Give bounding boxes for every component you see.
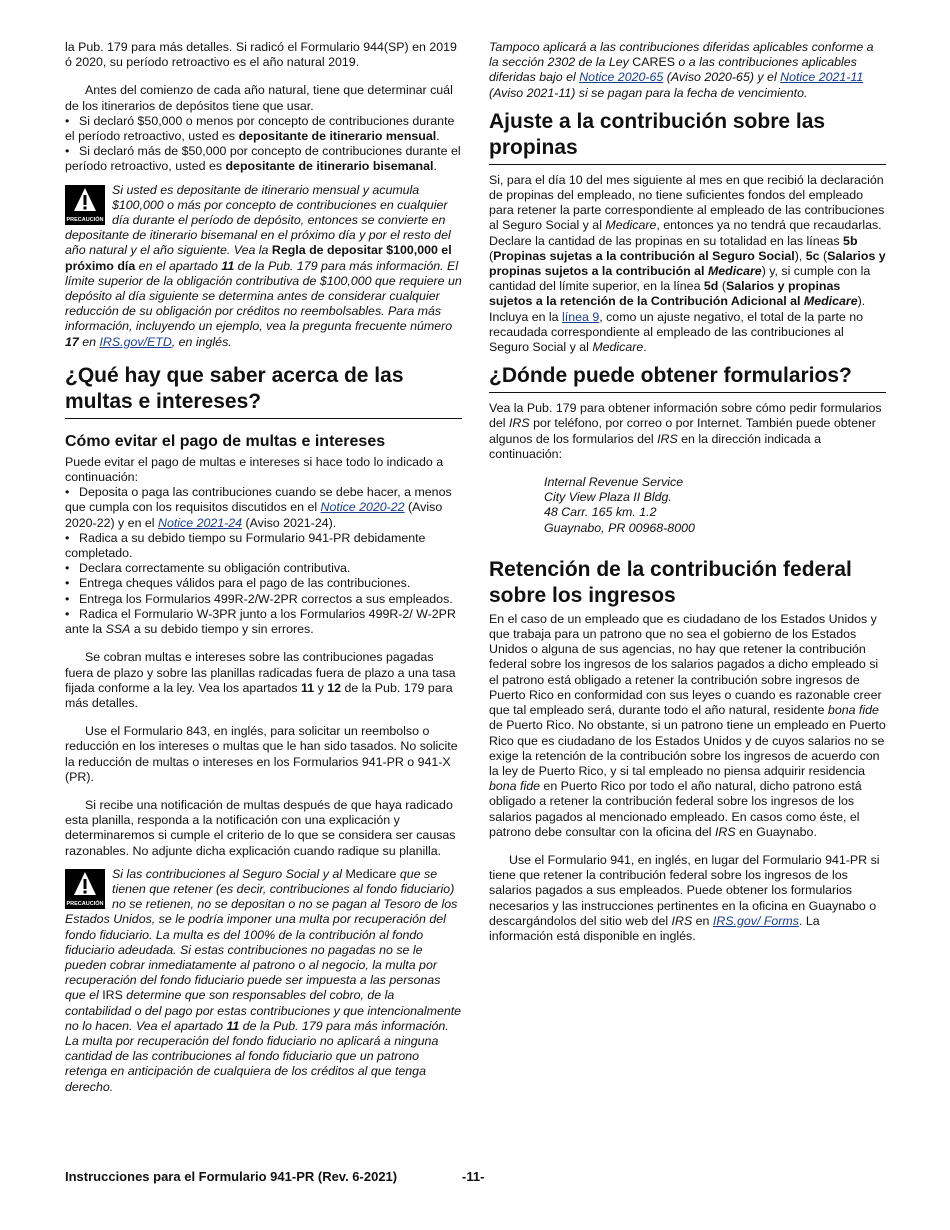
subheading-avoid-penalties: Cómo evitar el pago de multas e intereses bbox=[65, 432, 386, 450]
caution-icon bbox=[65, 185, 105, 225]
paragraph-federal-withholding: En el caso de un empleado que es ciudadano de los Estados Unidos y que trabaja para un patrono que no sea el gobierno de los Estados Unidos o alguna de sus agencias, no hay que retener la contribución federal sobre los ingresos de los salarios pagados a dicho empleado si el patrono está obligado a retener la contribución sobre ingresos de Puerto Rico en conformidad con sus leyes o cuando es razonable creer que tal empleado será, durante todo el año natural, residente bona fide de Puerto Rico. No obstante, si un patrono tiene un empleado en Puerto Rico que es ciudadano de los Estados Unidos y de cuyos salarios no se exige la retención de la contribución sobre los ingresos de acuerdo con la ley de Puerto Rico, y si tal empleado no piensa adquirir residencia bona fide en Puerto Rico por todo el año natural, dicho patrono está obligado a retener la contribución federal sobre los ingresos de los salarios pagados al mencionado empleado. En casos como éste, el patrono debe consultar con la oficina del IRS en Guaynabo. bbox=[489, 611, 886, 839]
page-footer bbox=[65, 1169, 885, 1184]
warning-triangle-icon bbox=[73, 871, 97, 897]
bullet-499r2: • Entrega los Formularios 499R-2/W-2PR correctos a sus empleados. bbox=[65, 591, 453, 606]
heading-tip-adjustment: Ajuste a la contribución sobre las propinas bbox=[489, 109, 886, 165]
irs-etd-link[interactable]: IRS.gov/ETD bbox=[99, 334, 172, 349]
paragraph-charges: Se cobran multas e intereses sobre las contribuciones pagadas fuera de plazo y sobre las planillas radicadas fuera de plazo a una tasa fijada conforme a la ley. Vea los apartados 11 y 12 de la Pub. 179 para más detalles. bbox=[65, 650, 456, 710]
paragraph-tip-adjustment: Si, para el día 10 del mes siguiente al mes en que recibió la declaración de propinas del empleado, no tiene suficientes fondos del empleado para retener la parte correspondiente al empleado de las contribuciones al Seguro Social y al Medicare, entonces ya no tendrá que recaudarlas. Declare la cantidad de las propinas en su totalidad en las líneas 5b (Propinas sujetas a la contribución al Seguro Social), 5c (Salarios y propinas sujetos a la contribución al Medicare) y, si cumple con la cantidad del límite superior, en la línea 5d (Salarios y propinas sujetos a la retención de la Contribución Adicional al Medicare). Incluya en la línea 9, como un ajuste negativo, el total de la parte no recaudada correspondiente al empleado de las contribuciones al Seguro Social y al Medicare. bbox=[489, 172, 886, 355]
caution-label: PRECAUCIÓN bbox=[66, 900, 104, 907]
address-line: City View Plaza II Bldg. bbox=[544, 490, 672, 505]
caution-icon bbox=[65, 869, 105, 909]
heading-federal-withholding: Retención de la contribución federal sobre los ingresos bbox=[489, 557, 852, 607]
paragraph-notification: Si recibe una notificación de multas después de que haya radicado esta planilla, responda a la notificación con una explicación y determinaremos si cumple el criterio de lo que se considera ser causas razonables. No adjunte dicha explicación cuando radique su planilla. bbox=[65, 797, 456, 858]
paragraph-get-forms: Vea la Pub. 179 para obtener información sobre cómo pedir formularios del IRS por teléfono, por correo o por Internet. También puede obtener algunos de los formularios del IRS en la dirección indicada a continuación: bbox=[489, 401, 882, 461]
caution-note-trust-fund: PRECAUCIÓN Si las contribuciones al Seguro Social y al Medicare que se tienen que retener (es decir, contribuciones al fondo fiduciario) no se retienen, no se depositan o no se pagan al Tesoro de los Estados Unidos, se le podría imponer una multa por recuperación del fondo fiduciario. La multa es del 100% de la contribución al fondo fiduciario adeudada. Si estas contribuciones no pagadas no se le pueden cobrar inmediatamente al patrono o al negocio, la multa por recuperación del fondo fiduciario puede ser impuesta a las personas que el IRS determine que son responsables del cobro, de la contabilidad o del pago por estas contribuciones y que intencionalmente no lo hacen. Vea el apartado 11 de la Pub. 179 para más información. La multa por recuperación del fondo fiduciario no aplicará a ninguna cantidad de las contribuciones al fondo fiduciario que un patrono retenga en anticipación de cualquiera de los créditos al que tenga derecho. bbox=[65, 866, 462, 1094]
paragraph-form-941: Use el Formulario 941, en inglés, en lugar del Formulario 941-PR si tiene que retener la contribución federal sobre los ingresos de los salarios pagados a sus empleados. Puede obtener los formularios necesarios y las instrucciones pertinentes en la oficina en Guaynabo o descargándolos del sitio web del IRS en IRS.gov/ Forms. La información está disponible en inglés. bbox=[489, 852, 880, 943]
caution-label: PRECAUCIÓN bbox=[66, 216, 104, 223]
heading-get-forms: ¿Dónde puede obtener formularios? bbox=[489, 363, 886, 393]
right-column bbox=[489, 40, 886, 944]
address-line: Guaynabo, PR 00968-8000 bbox=[544, 520, 695, 535]
notice-2020-65-link[interactable]: Notice 2020-65 bbox=[579, 70, 664, 85]
bullet-w3pr: • Radica el Formulario W-3PR junto a los Formularios 499R-2/ W-2PR ante la SSA a su debido tiempo y sin errores. bbox=[65, 606, 456, 637]
irs-forms-link[interactable]: IRS.gov/ Forms bbox=[712, 913, 799, 928]
footer-title: Instrucciones para el Formulario 941-PR (Rev. 6-2021) bbox=[65, 1169, 398, 1184]
paragraph-before-year: Antes del comienzo de cada año natural, tiene que determinar cuál de los itinerarios de depósitos tiene que usar. bbox=[65, 83, 453, 113]
address-line: 48 Carr. 165 km. 1.2 bbox=[544, 505, 657, 520]
bullet-file: • Radica a su debido tiempo su Formulario 941-PR debidamente completado. bbox=[65, 530, 426, 561]
page-number: -11- bbox=[462, 1169, 485, 1184]
irs-address bbox=[544, 475, 886, 536]
bullet-semiweekly: • Si declaró más de $50,000 por concepto de contribuciones durante el período retroactivo, usted es depositante de itinerario bisemanal. bbox=[65, 144, 461, 174]
paragraph-intro: la Pub. 179 para más detalles. Si radicó el Formulario 944(SP) en 2019 ó 2020, su período retroactivo es el año natural 2019. bbox=[65, 40, 457, 70]
bullet-monthly: • Si declaró $50,000 o menos por concepto de contribuciones durante el período retroactivo, usted es depositante de itinerario mensual. bbox=[65, 113, 455, 144]
address-line: Internal Revenue Service bbox=[544, 475, 684, 490]
bullet-deposit: • Deposita o paga las contribuciones cuando se debe hacer, a menos que cumpla con los requisitos discutidos en el Notice 2020-22 (Aviso 2020-22) y en el Notice 2021-24 (Aviso 2021-24). bbox=[65, 485, 452, 530]
notice-2020-22-link[interactable]: Notice 2020-22 bbox=[320, 500, 405, 515]
paragraph-cares: Tampoco aplicará a las contribuciones diferidas aplicables conforme a la sección 2302 de la Ley CARES o a las contribuciones aplicables diferidas bajo el Notice 2020-65 (Aviso 2020-65) y el Notice 2021-11 (Aviso 2021-11) si se pagan para la fecha de vencimiento. bbox=[489, 40, 874, 100]
paragraph-avoid: Puede evitar el pago de multas e intereses si hace todo lo indicado a continuación: bbox=[65, 454, 444, 485]
heading-penalties: ¿Qué hay que saber acerca de las multas e intereses? bbox=[65, 363, 462, 419]
line-9-link[interactable]: línea 9 bbox=[562, 309, 600, 324]
caution-note-deposit: PRECAUCIÓN Si usted es depositante de itinerario mensual y acumula $100,000 o más por concepto de contribuciones en cualquier día durante el período de depósito, entonces se convierte en depositante de itinerario bisemanal en el próximo día y por el resto del año natural y el año siguiente. Vea la Regla de depositar $100,000 el próximo día en el apartado 11 de la Pub. 179 para más información. El límite superior de la obligación contributiva de $100,000 que requiere un depósito al día siguiente se determina antes de considerar cualquier reducción de su obligación por créditos no reembolsables. Para más información, incluyendo un ejemplo, vea la pregunta frecuente número 17 en IRS.gov/ETD, en inglés. bbox=[65, 182, 462, 349]
bullet-checks: • Entrega cheques válidos para el pago de las contribuciones. bbox=[65, 576, 411, 591]
bullet-declare: • Declara correctamente su obligación contributiva. bbox=[65, 561, 351, 576]
notice-2021-11-link[interactable]: Notice 2021-11 bbox=[780, 70, 864, 85]
paragraph-form-843: Use el Formulario 843, en inglés, para solicitar un reembolso o reducción en los intereses o multas que le han sido tasados. No solicite la reducción de multas o intereses en los Formularios 941-PR o 941-X (PR). bbox=[65, 724, 458, 784]
left-column bbox=[65, 40, 462, 1095]
notice-2021-24-link[interactable]: Notice 2021-24 bbox=[158, 515, 243, 530]
warning-triangle-icon bbox=[73, 187, 97, 213]
